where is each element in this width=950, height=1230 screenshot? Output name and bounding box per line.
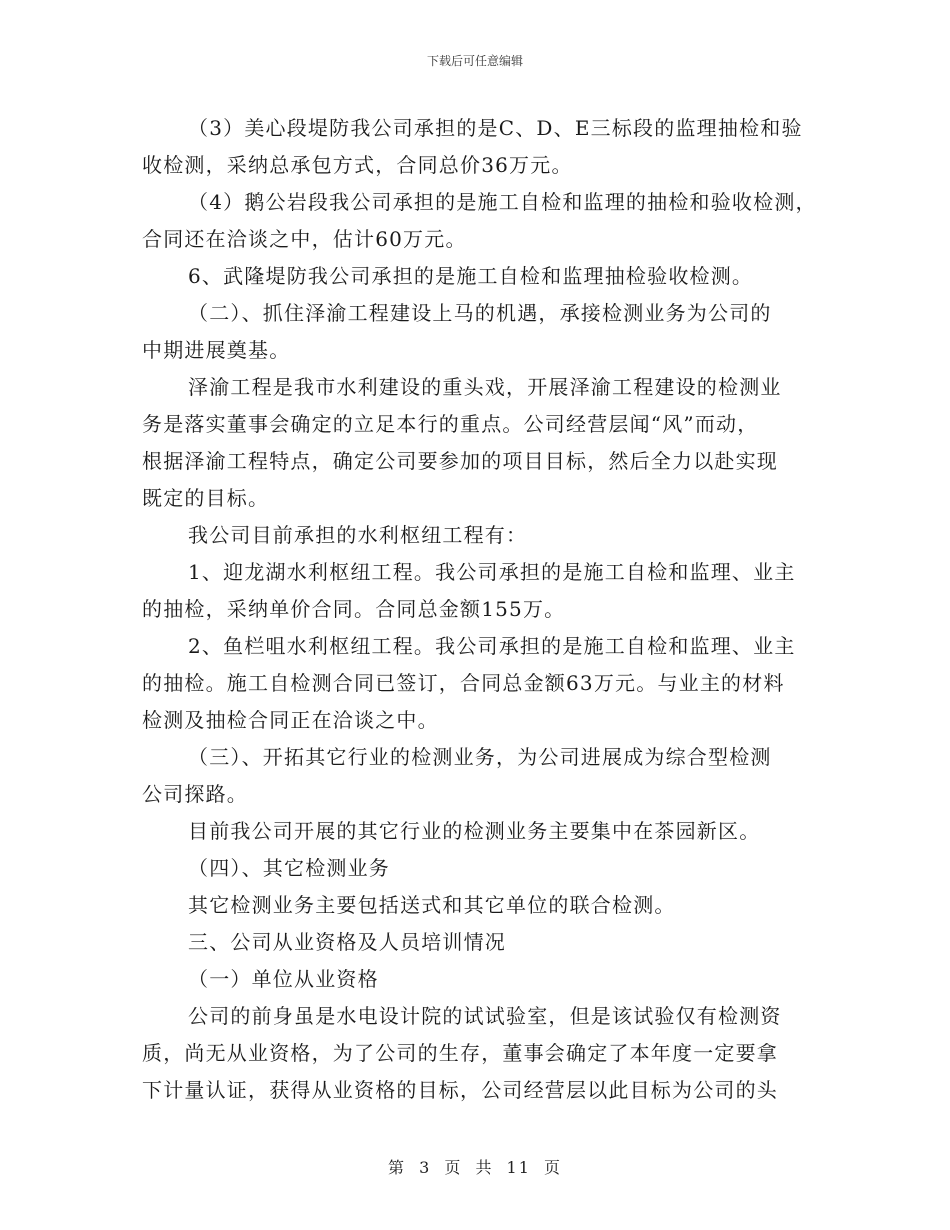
paragraph-line: 泽渝工程是我市水利建设的重头戏，开展泽渝工程建设的检测业 xyxy=(188,375,782,399)
paragraph-line: 既定的目标。 xyxy=(142,486,270,510)
paragraph-line: 1、迎龙湖水利枢纽工程。我公司承担的是施工自检和监理、业主 xyxy=(188,560,796,584)
page-number-footer: 第 3 页 共 11 页 xyxy=(388,1158,562,1177)
section-heading-line: （二）、抓住泽渝工程建设上马的机遇，承接检测业务为公司的 xyxy=(188,301,772,325)
paragraph-line: 根据泽渝工程特点，确定公司要参加的项目目标，然后全力以赴实现 xyxy=(142,449,778,473)
paragraph-line: 2、鱼栏咀水利枢纽工程。我公司承担的是施工自检和监理、业主 xyxy=(188,634,796,658)
paragraph-line: 的抽检。施工自检测合同已签订，合同总金额63万元。与业主的材料 xyxy=(142,671,785,695)
paragraph-line: 我公司目前承担的水利枢纽工程有： xyxy=(188,523,528,547)
paragraph-line: 质，尚无从业资格，为了公司的生存，董事会确定了本年度一定要拿 xyxy=(142,1041,778,1065)
paragraph-line: （3）美心段堤防我公司承担的是C、D、E三标段的监理抽检和验 xyxy=(188,116,803,140)
paragraph-line: （4）鹅公岩段我公司承担的是施工自检和监理的抽检和验收检测， xyxy=(188,190,817,214)
paragraph-line: 合同还在洽谈之中，估计60万元。 xyxy=(142,227,467,251)
section-heading-line: （一）单位从业资格 xyxy=(188,967,379,991)
section-heading-line: （四）、其它检测业务 xyxy=(188,856,390,880)
paragraph-line: 公司的前身虽是水电设计院的试试验室，但是该试验仅有检测资 xyxy=(188,1004,782,1028)
section-heading-line: 三、公司从业资格及人员培训情况 xyxy=(188,930,506,954)
page-header: 下载后可任意编辑 xyxy=(426,54,523,68)
paragraph-line: 检测及抽检合同正在洽谈之中。 xyxy=(142,708,439,732)
section-heading-line: （三）、开拓其它行业的检测业务，为公司进展成为综合型检测 xyxy=(188,745,772,769)
paragraph-line: 其它检测业务主要包括送式和其它单位的联合检测。 xyxy=(188,893,676,917)
paragraph-line: 6、武隆堤防我公司承担的是施工自检和监理抽检验收检测。 xyxy=(188,264,754,288)
document-body xyxy=(142,110,822,1109)
paragraph-line: 收检测，采纳总承包方式，合同总价36万元。 xyxy=(142,153,573,177)
paragraph-line: 下计量认证，获得从业资格的目标，公司经营层以此目标为公司的头 xyxy=(142,1078,778,1102)
paragraph-line: 务是落实董事会确定的立足本行的重点。公司经营层闻“风”而动， xyxy=(142,412,759,436)
paragraph-line: 的抽检，采纳单价合同。合同总金额155万。 xyxy=(142,597,566,621)
paragraph-line: 目前我公司开展的其它行业的检测业务主要集中在茶园新区。 xyxy=(188,819,761,843)
section-heading-line: 公司探路。 xyxy=(142,782,248,806)
section-heading-line: 中期进展奠基。 xyxy=(142,338,291,362)
